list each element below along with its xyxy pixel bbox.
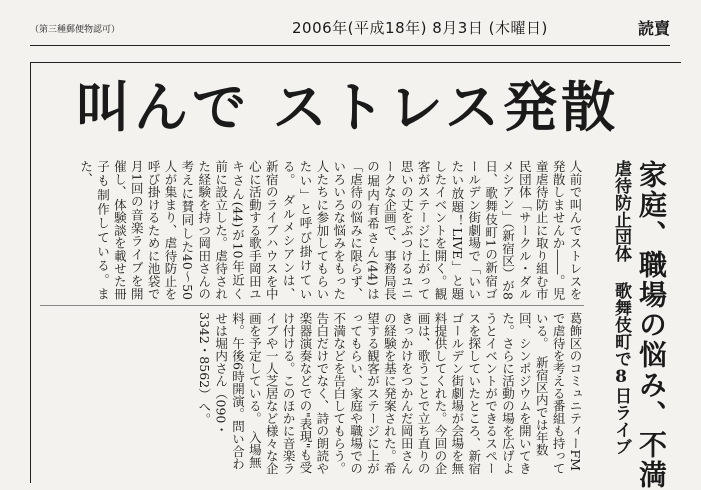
issue-date: 2006年(平成18年) 8月3日 (木曜日) bbox=[292, 19, 548, 37]
newspaper-header bbox=[30, 16, 670, 38]
newspaper-name: 読賣 bbox=[637, 19, 670, 38]
deck-line: 虐待防止団体 歌舞伎町で8日ライブ bbox=[611, 160, 631, 455]
subheadline: 家庭、職場の悩み、不満 bbox=[635, 160, 668, 490]
header-rule bbox=[30, 45, 670, 46]
postal-permit: （第三種郵便物認可） bbox=[30, 25, 121, 35]
column-divider bbox=[40, 305, 584, 306]
headline: 叫んで ストレス発散 bbox=[76, 75, 620, 139]
article-body-upper: 人前で叫んでストレスを発散しませんか――。児童虐待防止に取り組む市民団体「サークル・ダルメシアン」（新宿区）が8日、歌舞伎町1の新宿ゴールデン街劇場で「いいたい放題！LIVE」と題したイベントを開く。観客がステージに上がって思いの丈をぶつけるユニークな企画で、事務局長の堀内有希さん(44)は「虐待の悩みに限らず、いろいろな悩みをもった人たちに参加してもらいたい」と呼び掛けている。 ダルメシアンは、新宿のライブハウスを中心に活動する歌手岡田ユキさん(44)が10年近く前に設立した。虐待された経験を持つ岡田さんの考えに賛同した40～50人が集まり、虐待防止を呼び掛けるために池袋で月1回の音楽ライブを開催し、体験談を載せた冊子も制作している。また、 bbox=[78, 160, 583, 300]
article-body-lower: 葛飾区のコミュニティーFMで虐待を考える番組も持っている。 新宿区内では年数回、シンポジウムを開いてきた。さらに活動の場を広げようとイベントができるスペースを探していたところ、新宿ゴールデン街劇場が会場を無料提供してくれた。今回の企画は、歌うことで立ち直りのきっかけをつかんだ岡田さんの経験を基に発案された。希望する観客がステージに上がってもらい、家庭や職場での不満などを告白してもらう。告白だけでなく、詩の朗読や楽器演奏などでの"表現"も受け付ける。このほかに音楽ライブや一人芝居など様々な企画を予定している。 入場無料。午後6時開演。問い合わせは堀内さん（090・3342・8562）へ。 bbox=[196, 312, 583, 475]
